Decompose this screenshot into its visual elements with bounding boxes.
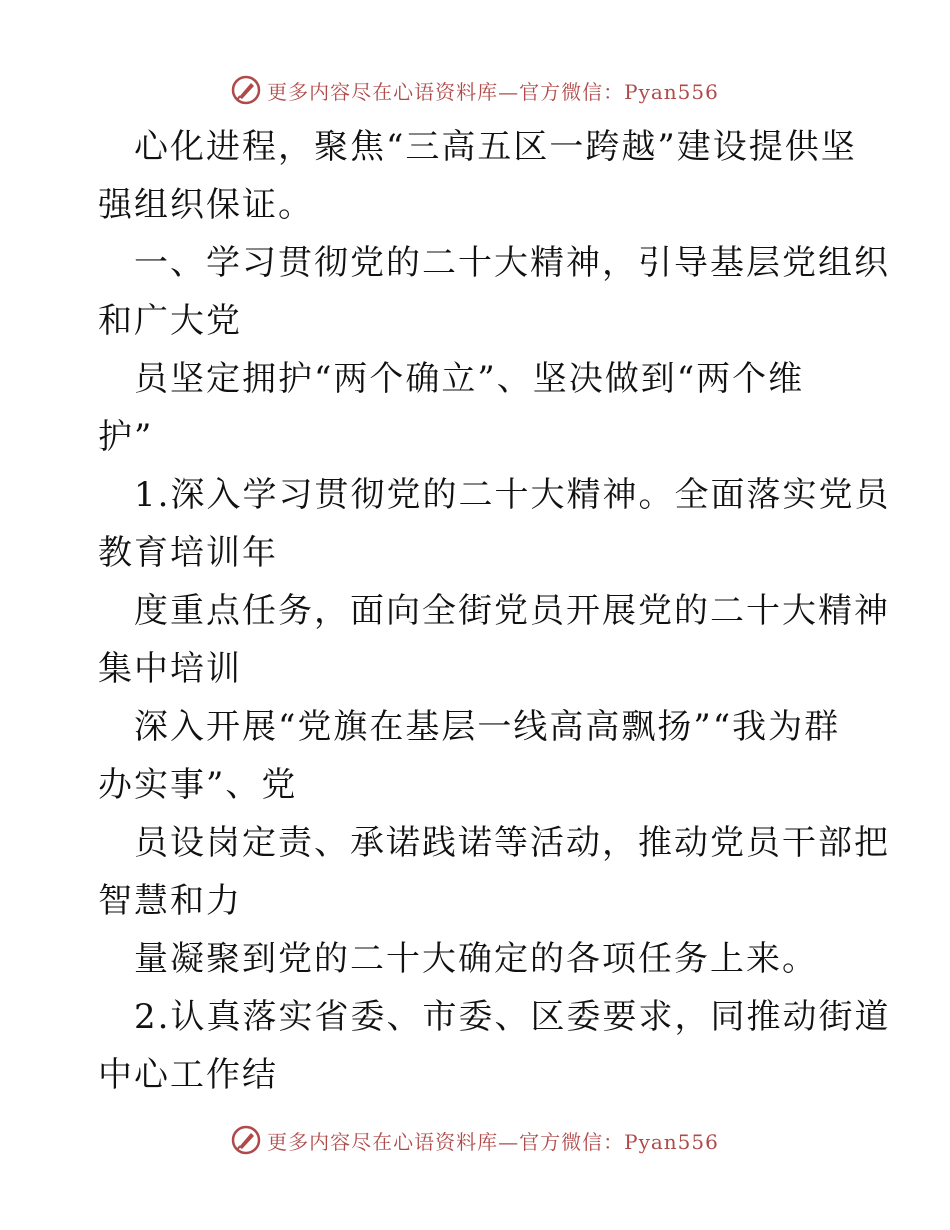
footer-watermark-banner [0, 1120, 950, 1160]
text-line: 员设岗定责、承诺践诺等活动，推动党员干部把 [134, 823, 890, 863]
text-line: 护” [98, 417, 154, 457]
text-line: 心化进程，聚焦“三高五区一跨越”建设提供坚 [134, 127, 857, 167]
text-line: 办实事”、党 [98, 765, 298, 805]
text-line: 智慧和力 [98, 881, 242, 921]
quill-logo-icon [231, 1125, 261, 1155]
text-line: 一、学习贯彻党的二十大精神，引导基层党组织 [134, 243, 890, 283]
footer-watermark-text: 更多内容尽在心语资料库—官方微信：Pyan556 [267, 1129, 719, 1154]
document-body [98, 118, 891, 1104]
text-line: 教育培训年 [98, 533, 278, 573]
text-line: 深入开展“党旗在基层一线高高飘扬”“我为群 [134, 707, 841, 747]
text-line: 度重点任务，面向全街党员开展党的二十大精神 [134, 591, 890, 631]
text-line: 量凝聚到党的二十大确定的各项任务上来。 [134, 939, 818, 979]
header-watermark-text: 更多内容尽在心语资料库—官方微信：Pyan556 [267, 79, 719, 104]
text-line: 2.认真落实省委、市委、区委要求，同推动街道 [134, 997, 891, 1037]
text-line: 和广大党 [98, 301, 242, 341]
text-line: 强组织保证。 [98, 185, 314, 225]
text-line: 1.深入学习贯彻党的二十大精神。全面落实党员 [134, 475, 891, 515]
text-line: 中心工作结 [98, 1055, 278, 1095]
header-watermark-banner [0, 70, 950, 110]
text-line: 集中培训 [98, 649, 242, 689]
text-line: 员坚定拥护“两个确立”、坚决做到“两个维 [134, 359, 805, 399]
quill-logo-icon [231, 75, 261, 105]
